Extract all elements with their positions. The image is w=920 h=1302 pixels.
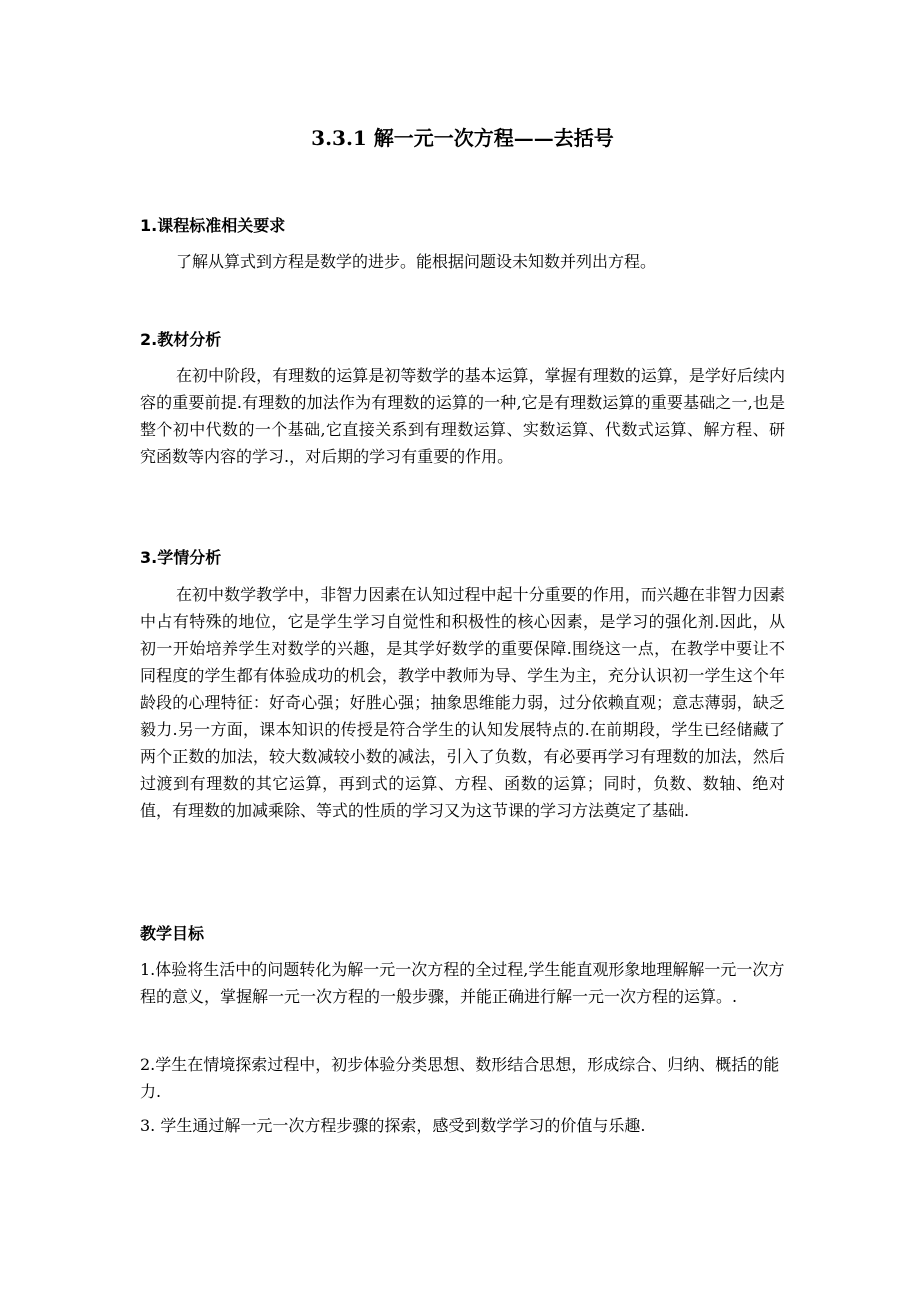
section-text-textbook: 在初中阶段，有理数的运算是初等数学的基本运算，掌握有理数的运算，是学好后续内容的重要前提.有理数的加法作为有理数的运算的一种,它是有理数运算的重要基础之一,也是整个初中代数的一个基础,它直接关系到有理数运算、实数运算、代数式运算、解方程、研究函数等内容的学习.，对后期的学习有重要的作用。	[140, 366, 785, 466]
section-text-curriculum: 了解从算式到方程是数学的进步。能根据问题设未知数并列出方程。	[176, 252, 657, 271]
document-title: 3.3.1 解一元一次方程——去括号	[311, 126, 614, 150]
goal-item-1: 1.体验将生活中的问题转化为解一元一次方程的全过程,学生能直观形象地理解解一元一次方程的意义，掌握解一元一次方程的一般步骤，并能正确进行解一元一次方程的运算。.	[140, 960, 785, 1006]
section-heading-textbook: 2.教材分析	[140, 330, 222, 349]
goal-item-2: 2.学生在情境探索过程中，初步体验分类思想、数形结合思想，形成综合、归纳、概括的能力.	[140, 1055, 780, 1101]
section-heading-students: 3.学情分析	[140, 548, 222, 567]
goal-item-3: 3. 学生通过解一元一次方程步骤的探索，感受到数学学习的价值与乐趣.	[140, 1116, 646, 1135]
section-heading-curriculum: 1.课程标准相关要求	[140, 216, 286, 235]
section-heading-goals: 教学目标	[140, 924, 205, 943]
section-text-students: 在初中数学教学中，非智力因素在认知过程中起十分重要的作用，而兴趣在非智力因素中占有特殊的地位，它是学生学习自觉性和积极性的核心因素，是学习的强化剂.因此，从初一开始培养学生对数学的兴趣，是其学好数学的重要保障.围绕这一点，在教学中要让不同程度的学生都有体验成功的机会，教学中教师为导、学生为主，充分认识初一学生这个年龄段的心理特征：好奇心强；好胜心强；抽象思维能力弱，过分依赖直观；意志薄弱，缺乏毅力.另一方面，课本知识的传授是符合学生的认知发展特点的.在前期段，学生已经储藏了两个正数的加法，较大数减较小数的减法，引入了负数，有必要再学习有理数的加法，然后过渡到有理数的其它运算，再到式的运算、方程、函数的运算；同时，负数、数轴、绝对值，有理数的加减乘除、等式的性质的学习又为这节课的学习方法奠定了基础.	[140, 585, 785, 820]
